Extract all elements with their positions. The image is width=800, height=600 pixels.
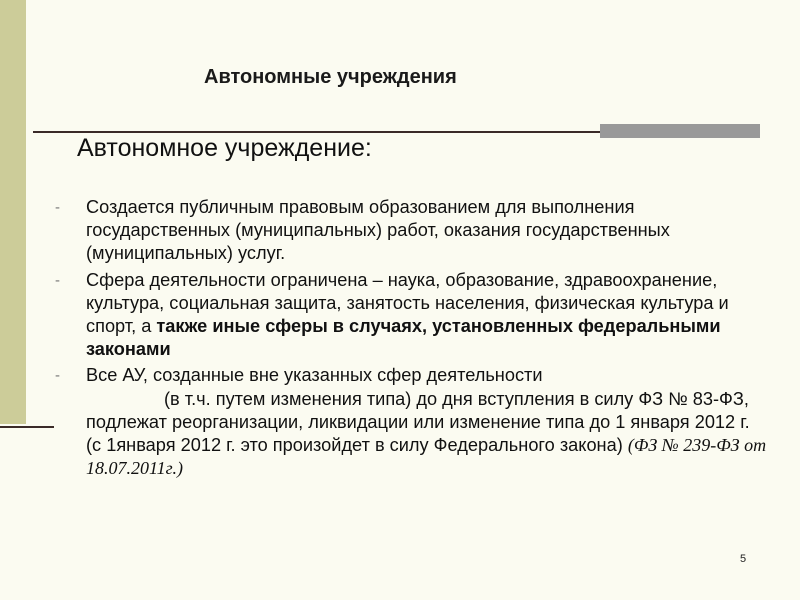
bullet-text: Сфера деятельности ограничена – наука, образование, здравоохранение, культура, социальная защита, занятость населения, физическая культура и спорт, а [86, 269, 729, 337]
bullet-bold-text: также иные сферы в случаях, установленных федеральными законами [86, 316, 721, 360]
divider-accent-block [600, 124, 760, 138]
bullet-marker: - [55, 199, 60, 216]
bullet-text: Все АУ, созданные вне указанных сфер деятельности [86, 365, 543, 386]
slide-subtitle: Автономное учреждение: [77, 134, 372, 162]
sidebar-underline [0, 426, 54, 428]
bullet-item [55, 196, 767, 266]
bullet-item [55, 269, 767, 362]
bullet-marker: - [55, 367, 60, 385]
bullet-item [55, 364, 767, 480]
bullet-italic-text: (ФЗ № 239-ФЗ от 18.07.2011г.) [86, 435, 767, 479]
bullet-text-continued: (в т.ч. путем изменения типа) до дня вступления в силу ФЗ № 83-ФЗ, подлежат реорганизации, ликвидации или изменение типа до 1 января 2012 г. (с 1января 2012 г. это произойдет в силу Федерального закона) [86, 388, 750, 456]
page-number: 5 [740, 553, 747, 565]
slide-title: Автономные учреждения [204, 66, 457, 88]
bullet-list [55, 196, 767, 483]
sidebar-accent [0, 0, 26, 424]
bullet-marker: - [55, 271, 60, 289]
bullet-text: Создается публичным правовым образованием для выполнения государственных (муниципальных) работ, оказания государственных (муниципальных) услуг. [86, 197, 670, 264]
